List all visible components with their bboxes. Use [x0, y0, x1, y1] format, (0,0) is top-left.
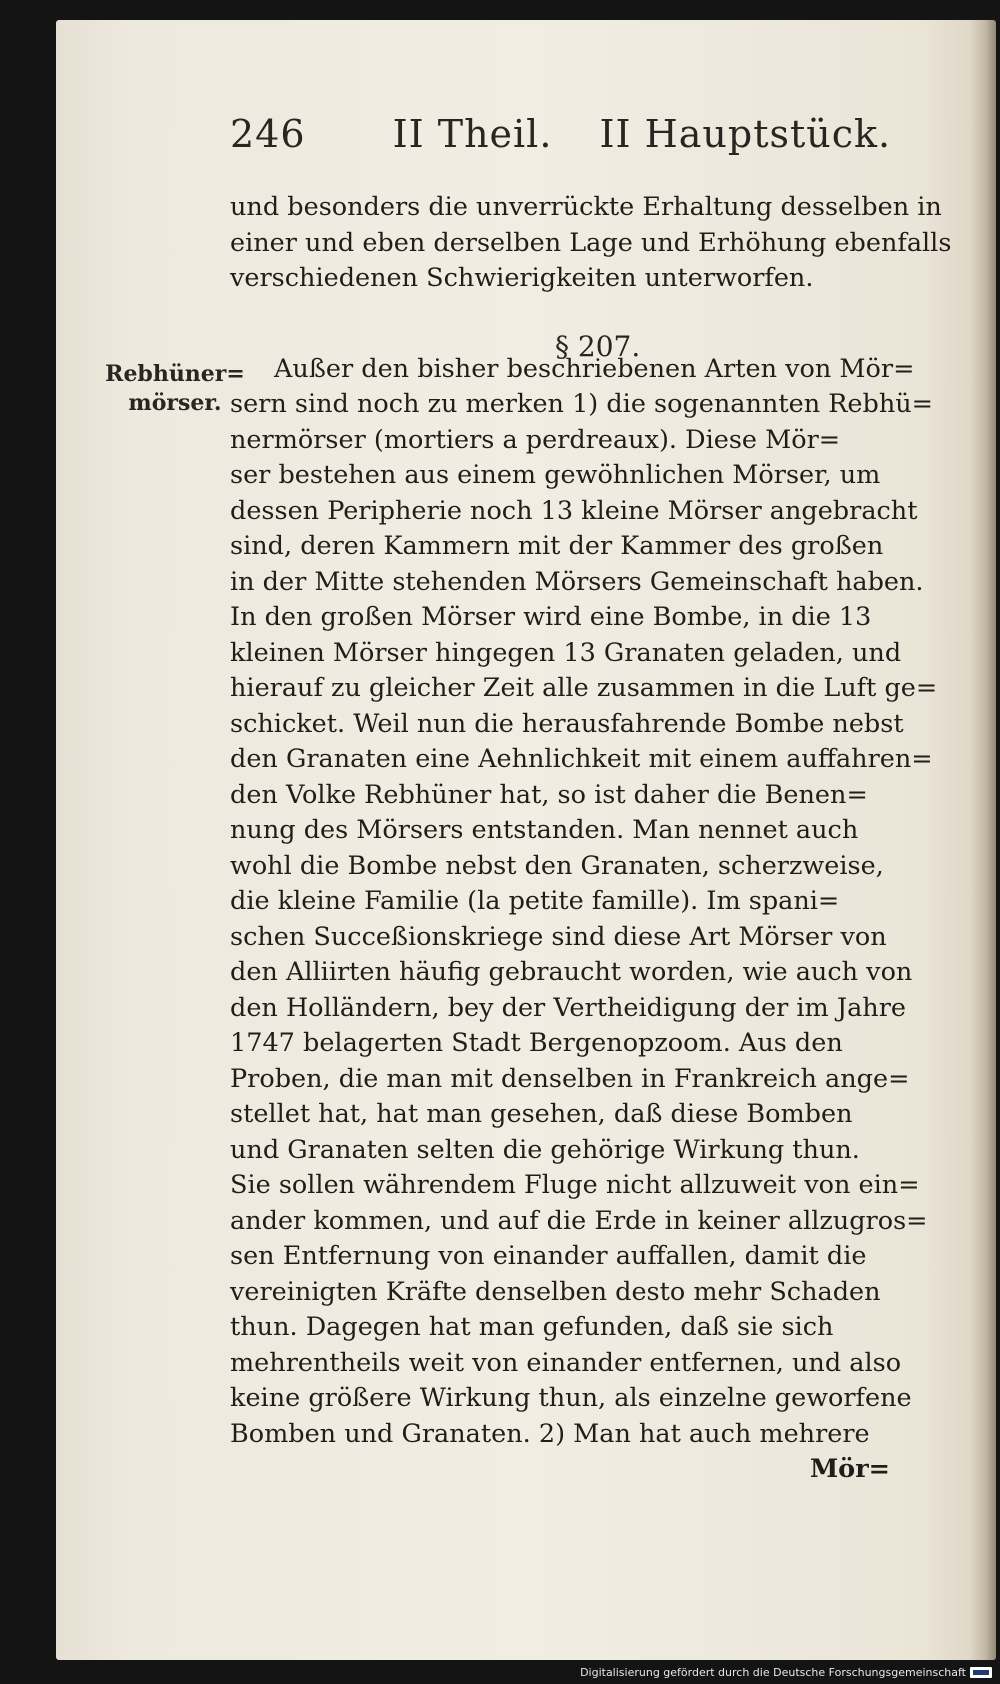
- text-line: den Granaten eine Aehnlichkeit mit einem auffahren=: [230, 744, 933, 774]
- page-number: 246: [230, 112, 306, 156]
- text-line: schen Succeßionskriege sind diese Art Mörser von: [230, 921, 887, 952]
- marginal-note: [100, 360, 250, 418]
- marginal-note-line: Rebhüner=: [105, 361, 245, 387]
- text-line: sern sind noch zu merken 1) die sogenannten Rebhü=: [230, 389, 934, 419]
- body-text: [230, 190, 952, 1488]
- text-line: verschiedenen Schwierigkeiten unterworfen.: [230, 263, 814, 293]
- page-edge-shadow: [970, 20, 996, 1660]
- marginal-note-line: mörser.: [128, 390, 222, 416]
- credit-text: Digitalisierung gefördert durch die Deutsche Forschungsgemeinschaft: [580, 1666, 966, 1679]
- text-line: vereinigten Kräfte denselben desto mehr Schaden: [230, 1276, 881, 1307]
- text-line: dessen Peripherie noch 13 kleine Mörser angebracht: [230, 495, 918, 526]
- running-head: [230, 112, 892, 156]
- text-line: stellet hat, hat man gesehen, daß diese Bomben: [230, 1099, 853, 1129]
- text-line: hierauf zu gleicher Zeit alle zusammen in die Luft ge=: [230, 673, 938, 703]
- section-gap: [230, 297, 890, 352]
- text-line: den Alliirten häufig gebraucht worden, wie auch von: [230, 957, 913, 987]
- text-line: und Granaten selten die gehörige Wirkung thun.: [230, 1134, 860, 1165]
- text-line: und besonders die unverrückte Erhaltung desselben in: [230, 192, 942, 222]
- text-line: Proben, die man mit denselben in Frankreich ange=: [230, 1063, 910, 1094]
- text-line: Sie sollen währendem Fluge nicht allzuweit von ein=: [230, 1170, 920, 1200]
- text-line: schicket. Weil nun die herausfahrende Bombe nebst: [230, 708, 904, 739]
- text-line: thun. Dagegen hat man gefunden, daß sie sich: [230, 1312, 834, 1342]
- text-line: mehrentheils weit von einander entfernen, und also: [230, 1347, 902, 1378]
- digitization-credit: [580, 1666, 992, 1679]
- part-title: II Theil.: [392, 112, 553, 156]
- text-line: Bomben und Granaten. 2) Man hat auch mehrere: [230, 1418, 870, 1449]
- text-line: den Volke Rebhüner hat, so ist daher die Benen=: [230, 779, 868, 810]
- text-line: in der Mitte stehenden Mörsers Gemeinschaft haben.: [230, 566, 924, 597]
- text-line: sind, deren Kammern mit der Kammer des großen: [230, 531, 884, 561]
- section-number: § 207.: [555, 330, 641, 363]
- text-line: nung des Mörsers entstanden. Man nennet auch: [230, 815, 859, 845]
- dfg-logo-icon: [970, 1667, 992, 1678]
- text-line: einer und eben derselben Lage und Erhöhung ebenfalls: [230, 227, 952, 258]
- text-line: kleinen Mörser hingegen 13 Granaten geladen, und: [230, 637, 902, 668]
- text-line: ser bestehen aus einem gewöhnlichen Mörser, um: [230, 460, 881, 490]
- text-line: nermörser (mortiers a perdreaux). Diese Mör=: [230, 424, 841, 455]
- text-line: den Holländern, bey der Vertheidigung der im Jahre: [230, 992, 906, 1023]
- chapter-title: II Hauptstück.: [599, 112, 892, 156]
- text-line: In den großen Mörser wird eine Bombe, in die 13: [230, 602, 872, 632]
- text-line: die kleine Familie (la petite famille). Im spani=: [230, 886, 840, 916]
- text-line: ander kommen, und auf die Erde in keiner allzugros=: [230, 1205, 928, 1236]
- text-line: Außer den bisher beschriebenen Arten von Mör=: [274, 353, 915, 384]
- text-line: sen Entfernung von einander auffallen, damit die: [230, 1241, 867, 1271]
- catchword: Mör=: [809, 1454, 890, 1484]
- text-line: wohl die Bombe nebst den Granaten, scherzweise,: [230, 850, 884, 881]
- text-line: 1747 belagerten Stadt Bergenopzoom. Aus den: [230, 1028, 843, 1058]
- text-line: keine größere Wirkung thun, als einzelne geworfene: [230, 1383, 912, 1413]
